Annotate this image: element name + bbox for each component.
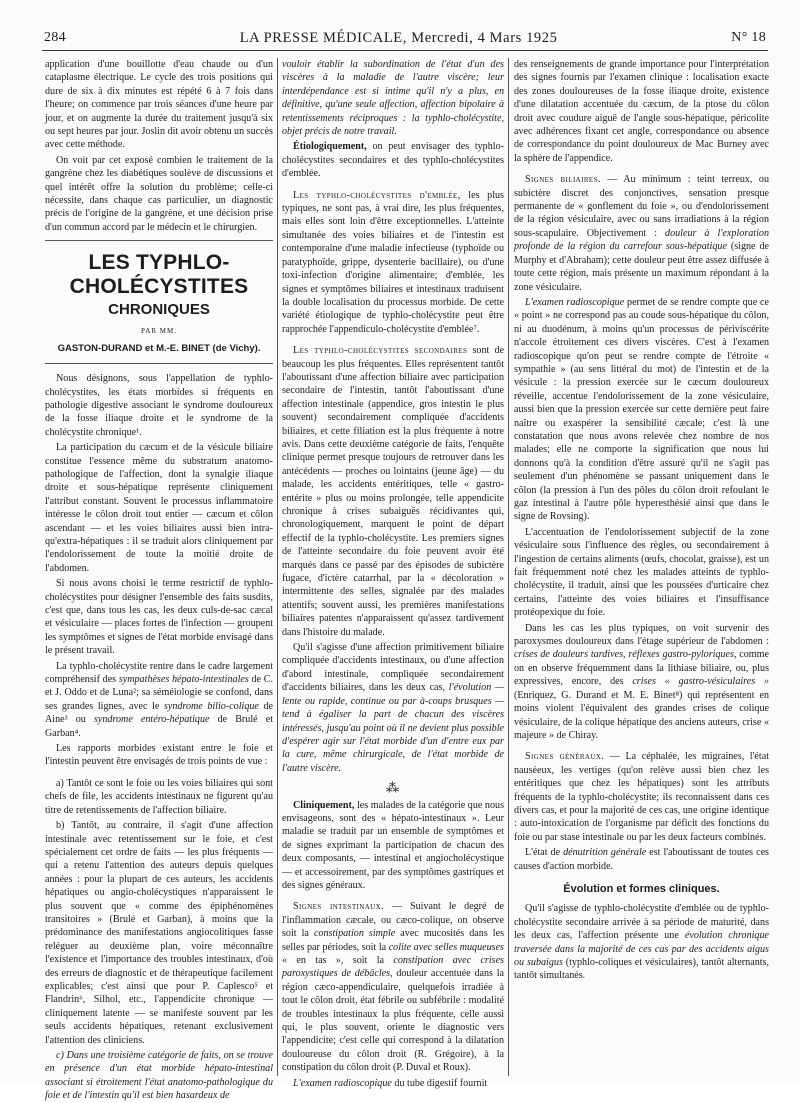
lead-in: Signes biliaires.	[525, 174, 601, 186]
paragraph	[45, 1049, 273, 1103]
article-authors: GASTON-DURAND et M.-E. BINET (de Vichy).	[57, 342, 261, 354]
paragraph	[514, 750, 769, 844]
text-run: de Brulé et Garban⁴.	[45, 714, 273, 739]
emphasis: crises « gastro-vésiculaires »	[632, 676, 769, 688]
byline-separator	[45, 363, 273, 364]
article-title: LES TYPHLO-CHOLÉCYSTITES	[69, 251, 249, 299]
paragraph	[45, 660, 273, 740]
text-run: du tube digestif fournit	[391, 1077, 488, 1089]
paragraph	[514, 902, 769, 982]
lead-in: Étiologiquement,	[293, 141, 367, 153]
byline-prefix: PAR MM.	[141, 327, 177, 336]
emphasis: sympathèses hépato-intestinales	[118, 674, 249, 686]
emphasis: constipation simple	[313, 928, 396, 940]
text-run: les malades de la catégorie que nous envisageons, sont des « hépato-intestinaux ». Leur maladie se traduit par un ensemble de symptômes et de signes exprimant la participation de chacun des deux composants, — intestinal et angiocholécystique — et accessoirement, par des symptômes gastriques et des signes généraux.	[282, 799, 504, 891]
column-2	[282, 58, 505, 1089]
text-run: Qu'il s'agisse de typhlo-cholécystite d'emblée ou de typhlo-cholécystite secondaire arrivée à sa période de maturité, dans les deux cas, l'affection présente une	[514, 903, 769, 942]
paragraph: Nous désignons, sous l'appellation de typhlo-cholécystites, les états morbides si fréquents en pathologie digestive associant le syndrome douloureux de la fosse iliaque droite et le syndrome de la cholécystite chronique¹.	[45, 373, 273, 438]
paragraph: des renseignements de grande importance pour l'interprétation des signes fournis par l'examen clinique : localisation exacte des zones douloureuses de la fosse iliaque droite, existence d'une dilatation accentuée du cæcum, de la ptose du côlon droit avec coudure aiguë de l'angle sous-hépatique, péricolite avec adhérences fixant cet angle, correspondance ou absence de correspondance du point douloureux de Mac Burney avec la sphère de l'appendice.	[514, 59, 769, 164]
lead-in: Les typhlo-cholécystites secondaires	[293, 345, 468, 357]
emphasis: l'évolution — lente ou rapide, continue ou par à-coups brusques — tend à égaliser la part de chacun des viscères intéressés, jusqu'au point où il ne devient plus possible d'espérer agir sur l'état morbide d'un d'entre eux par la cure, même chirurgicale, de l'état morbide de l'autre viscère.	[282, 682, 504, 774]
text-run: — La céphalée, les migraines, l'état nauséeux, les vertiges (qu'on relève aussi bien chez les entéritiques que chez les hépatiques) sont les attributs fréquents de la typhlo-cholécystite; ils reconnaissent dans ces divers cas, et pour la majorité de ces cas, une origine identique : auto-intoxication de l'organisme par déficit des fonctions du foie ou par stase intestinale ou par les deux facteurs combinés.	[514, 751, 770, 843]
lead-in: Signes intestinaux.	[293, 901, 384, 913]
paragraph	[282, 1077, 504, 1090]
emphasis: c) Dans une troisième catégorie de faits, on se trouve en présence d'un état morbide hépato-intestinal associant si étroitement l'état anatomo-pathologique du foie et de l'intestin qu'il est bien hasardeux de	[45, 1050, 273, 1102]
emphasis: dénutrition générale	[563, 847, 647, 859]
text-run: , comme on en observe fréquemment dans la lithiase biliaire, ou, plus expressives, encore, des	[514, 649, 769, 688]
paragraph: Les rapports morbides existant entre le foie et l'intestin peuvent être envisagés de trois points de vue :	[45, 743, 273, 768]
text-run: Dans les cas les plus typiques, on voit survenir des paroxysmes douloureux dans l'étage supérieur de l'abdomen :	[514, 622, 769, 648]
emphasis: douleur à l'exploration profonde de la région du carrefour sous-hépatique	[514, 227, 769, 253]
paragraph	[282, 140, 504, 180]
column-3	[514, 58, 769, 1076]
paragraph: On voit par cet exposé combien le traitement de la gangrène chez les diabétiques soulève de discussions et quel intérêt offre la solution du problème; celle-ci nécessite, dans chaque cas particulier, un diagnostic précis de l'origine de la gangrène, et une décision prise d'un commun accord par le médecin et le chirurgien.	[45, 154, 273, 233]
paragraph	[514, 296, 769, 524]
text-run: on peut envisager des typhlo-cholécystites secondaires et des typhlo-cholécystites d'emblée.	[282, 141, 504, 180]
text-run: est l'aboutissant de toutes ces causes d'action morbide.	[514, 847, 769, 872]
emphasis: syndrome entéro-hépatique	[93, 714, 210, 726]
column-divider-1	[277, 58, 278, 1076]
paragraph	[282, 900, 504, 1074]
text-run: (Enriquez, G. Durand et M. E. Binet⁸) qui représentent en moins violent l'équivalent des grandes crises de colique vésiculaire, de la colique hépatique des anciens auteurs, crise « majeure » de Chiray.	[514, 689, 769, 741]
page-number: 284	[44, 30, 66, 45]
paragraph: application d'une bouillotte d'eau chaude ou d'un cataplasme électrique. Le cycle des trois positions qui dure de six à dix minutes est répété 6 à 7 fois dans l'heure; on commence par trois séances d'une heure par jour, et on augmente la durée du traitement jusqu'à six ou sept heures par jour. Joslin dit avoir obtenu un succès avec cette méthode.	[45, 59, 273, 151]
paragraph	[282, 641, 504, 775]
text-run: les plus typiques, ne sont pas, à vrai dire, les plus fréquentes, mais elles sont loin d'être exceptionnelles. L'atteinte simultanée des voies biliaires et de l'intestin est contemporaine d'une maladie infectieuse (typhoïde ou paratyphoïde, grippe, dysenterie bacillaire), ou d'une toxi-infection d'origine alimentaire; d'emblée, les signes et symptômes biliaires et intestinaux traduisent la double localisation du processus morbide. De cette variété étiologique de typhlo-cholécystite peut être rapprochée l'appendiculo-cholécystite d'emblée⁷.	[282, 189, 504, 335]
header-rule	[42, 50, 768, 51]
emphasis: L'examen radioscopique	[525, 296, 625, 308]
paragraph	[282, 58, 504, 138]
emphasis: colite avec selles muqueuses	[388, 941, 504, 953]
lead-in: Signes généraux.	[525, 751, 605, 763]
publication-title: LA PRESSE MÉDICALE, Mercredi, 4 Mars 1925	[239, 29, 558, 46]
article-subtitle: CHRONIQUES	[108, 301, 210, 319]
text-run: sont de beaucoup les plus fréquentes. Elles représentent tantôt l'aboutissant d'une affection biliaire avec participation secondaire de l'intestin, tantôt l'aboutissant d'une affection intestinale (appendice, gros intestin le plus souvent) secondairement compliquée d'accidents biliaires, et cette filiation est la plus fréquente à notre avis. Dans cette deuxième catégorie de faits, l'enquête clinique permet presque toujours de retrouver dans les antécédents — proches ou lointains (jeune âge) — du malade, les accidents entéritiques, telle « gastro-entérite » plus ou moins prolongée, telle appendicite chronique à crises subaiguës récidivantes qui, chronologiquement, marquent le point de départ effectif de la typhlo-cholécystite. Les premiers signes de l'atteinte secondaire du foie peuvent avoir été marqués dans ce passé par des épisodes de subictère fugace, d'ictère catarrhal, par la « décoloration » intermittente des selles, signalée par des malades attentifs; souvent aussi, les premières manifestations biliaires patentes n'apparaissent qu'assez tardivement dans l'histoire du malade.	[282, 345, 505, 638]
emphasis: vouloir établir la subordination de l'état d'un des viscères à la maladie de l'autre viscère; leur interdépendance est si intime qu'il n'y a plus, en définitive, qu'une seule affection, affection bipolaire à retentissements réciproques : la typhlo-cholécystite, objet précis de notre travail.	[282, 59, 504, 138]
lead-in: Les typhlo-cholécystites d'emblée,	[293, 189, 461, 201]
text-run: « en tas », soit la	[282, 955, 394, 966]
text-run: (signe de Murphy et d'Abraham); cette douleur peut être assez diffusée à toute cette région, mais présente un maximum répondant à la zone vésiculaire.	[514, 241, 769, 293]
paragraph	[282, 189, 504, 336]
article-separator	[45, 240, 273, 241]
text-run: permet de se rendre compte que ce « point » ne correspond pas au coude sous-hépatique du côlon, ni au duodénum, à moins qu'un processus de périviscérite n'accole étroitement ces divers viscères. C'est à l'examen radioscopique qu'on peut se rendre compte de l'étroite « sympathie » (au sens littéral du mot) de l'intestin et de la vésicule : la pression exercée sur le cæcum douloureux réveille, accentue l'endolorissement de la zone vésiculaire, aussi bien que la pression exercée sur cette dernière peut faire naître ou exaspérer la sensibilité cæcale; c'est là une constatation que nous avons relevée chez nombre de nos malades; elle ne comporte la signification que nous lui donnons qu'à la condition d'être assuré qu'il ne s'agit pas seulement d'un phénomène se passant uniquement dans le côlon (la pression à l'un des pôles du côlon droit refoulant le gaz intestinal à l'autre pôle hyperesthésié ainsi que dans le signe de Rovsing).	[514, 296, 769, 523]
emphasis: L'examen radioscopique	[293, 1077, 392, 1089]
column-divider-2	[508, 58, 509, 1076]
text-run: de Aine³ ou	[45, 700, 274, 726]
page-header	[44, 28, 766, 48]
paragraph	[282, 799, 504, 893]
text-run: de C. et J. Oddo et de Luna²; sa séméiologie se confond, dans ses grandes lignes, avec le	[45, 674, 273, 712]
paragraph: La participation du cæcum et de la vésicule biliaire constitue l'essence même du substratum anatomo-pathologique de l'affection, dont la synalgie iliaque droite et sous-hépatique représente cliniquement l'attribut constant. Souvent le processus inflammatoire intéresse le côlon droit tout entier — cæcum et côlon ascendant — et les voies biliaires aussi bien intra- qu'extra-hépatiques : il se traduit alors cliniquement par l'endolorissement de toute la moitié droite de l'abdomen.	[45, 442, 273, 574]
emphasis: syndrome bilio-colique	[163, 700, 259, 712]
paragraph: Si nous avons choisi le terme restrictif de typhlo-cholécystites pour désigner l'ensemble des faits susdits, c'est que, dans tous les cas, les deux culs-de-sac cæcal et vésiculaire — places fortes de l'infection — groupent les symptômes et signes de l'état morbide envisagé dans le présent travail.	[45, 578, 273, 657]
text-run: — Au minimum : teint terreux, ou subictère discret des conjonctives, sensation presque permanente de « gonflement du foie », ou d'endolorissement de la région vésiculaire, avec ou sans irradiations à la région sous-scapulaire. Objectivement :	[514, 174, 769, 239]
paragraph: L'accentuation de l'endolorissement subjectif de la zone vésiculaire sous l'influence des règles, ou secondairement à l'ingestion de certains aliments (œufs, chocolat, graisse), est un fait fréquemment noté chez les malades atteints de typhlo-cholécystite, il traduit, ainsi que les poussées d'urticaire chez certains, l'atteinte des voies biliaires et l'insuffisance protéopexique du foie.	[514, 526, 769, 619]
paragraph	[514, 622, 769, 743]
section-heading: Évolution et formes cliniques.	[563, 882, 720, 895]
text-run: (typhlo-coliques et vésiculaires), tantôt alternants, tantôt simultanés.	[514, 957, 769, 982]
emphasis: constipation avec crises paroxystiques de débâcles	[282, 955, 504, 980]
lead-in: Cliniquement,	[293, 799, 355, 811]
paragraph	[514, 173, 769, 294]
emphasis: évolution chronique traversée dans la majorité de ces cas par des accidents aigus ou subaigus	[514, 930, 769, 968]
emphasis: crises de douleurs tardives, réflexes gastro-pyloriques	[514, 649, 734, 661]
paragraph: a) Tantôt ce sont le foie ou les voies biliaires qui sont chefs de file, les accidents intestinaux ne figurent qu'au titre de retentissements de l'affection biliaire.	[45, 777, 273, 816]
text-run: avec mucosités dans les selles par périodes, soit la	[282, 928, 504, 953]
paragraph	[282, 344, 504, 639]
section-asterism: ⁂	[386, 780, 400, 796]
issue-number: N° 18	[731, 30, 766, 45]
text-run: La typhlo-cholécystite rentre dans le cadre largement compréhensif des	[45, 660, 273, 686]
text-run: — Suivant le degré de l'inflammation cæcale, ou cæco-colique, on observe soit la	[282, 901, 505, 940]
column-1	[45, 58, 274, 1102]
text-run: Qu'il s'agisse d'une affection primitivement biliaire compliquée d'accidents intestinaux, ou d'une affection d'abord intestinale, compliquée secondairement d'accidents biliaires, dans les deux cas,	[282, 642, 504, 694]
text-run: L'état de	[525, 847, 564, 859]
paragraph	[514, 846, 769, 873]
text-run: , douleur accentuée dans la région cæco-appendiculaire, quelquefois irradiée à tout le côlon droit, état fébrile ou subfébrile : modalité de troubles intestinaux la plus fréquente, celle aussi qui, le plus souvent, oriente le diagnostic vers l'appendicite; c'est celle qui correspond à la dilatation douloureuse du côlon droit (R. Grégoire), à la constipation du côlon droit (P. Duval et Roux).	[282, 968, 504, 1074]
paragraph: b) Tantôt, au contraire, il s'agit d'une affection intestinale avec retentissement sur le foie, et c'est spécialement cet ordre de faits — les plus fréquents — qui a retenu l'attention des auteurs depuis quelques années : pour la plupart de ces auteurs, les accidents hépatiques ou angio-cholécystiques n'apparaissent le plus souvent que « comme des épiphénomènes transitoires » (Brulé et Garban), à moins que la prédominance des manifestations angiocolitiques fasse reléguer au deuxième plan, voire méconnaître l'existence et l'importance des troubles intestinaux, d'où des erreurs de diagnostic et de thérapeutique facilement explicables; c'est ainsi que pour P. Caplesco⁵ et Flandrin⁶, Silhol, etc., l'appendicite chronique — cliniquement latente — se manifeste souvent par les seuls accidents hépatiques, retenant exclusivement l'attention des cliniciens.	[45, 820, 273, 1046]
